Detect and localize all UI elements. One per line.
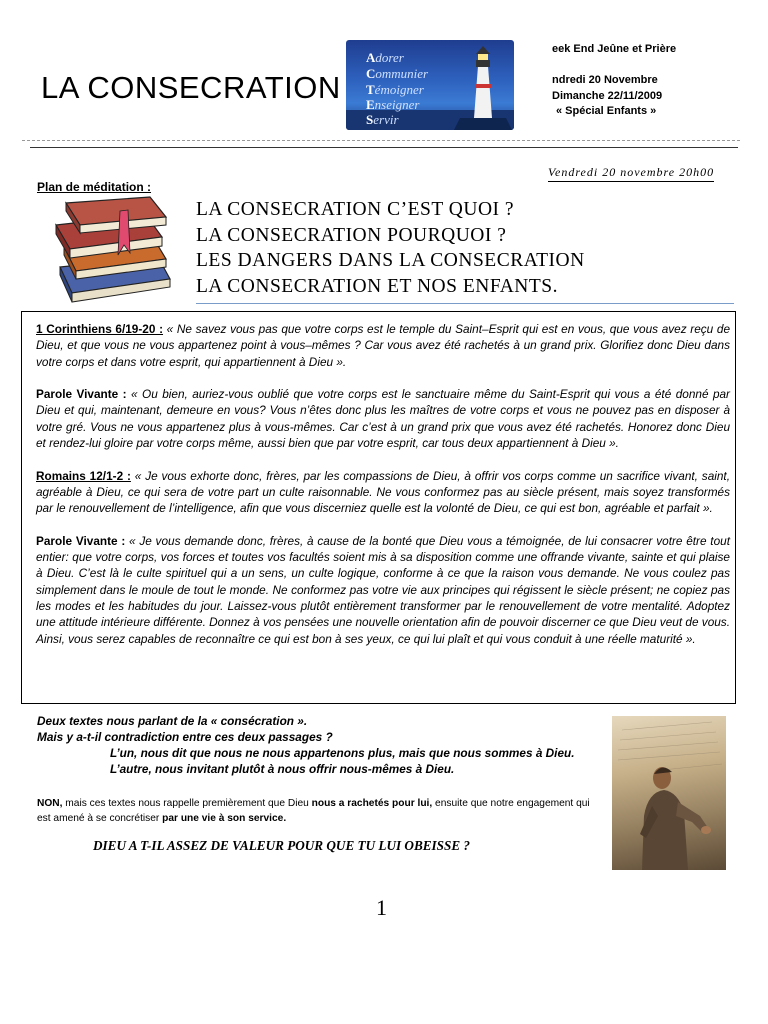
- logo-word-enseigner: Enseigner: [366, 97, 420, 112]
- books-icon: [48, 195, 188, 307]
- page-number: 1: [376, 895, 387, 920]
- scripture-box: [21, 311, 736, 704]
- headline-what: LA CONSECRATION C’EST QUOI ?: [196, 199, 515, 220]
- praying-man-image: [612, 716, 726, 870]
- headline-dangers: LES DANGERS DANS LA CONSECRATION: [196, 250, 585, 271]
- logo-word-communier: Communier: [366, 66, 429, 81]
- page-title: LA CONSECRATION: [41, 70, 341, 105]
- scripture-romans-pv: Parole Vivante : « Je vous demande donc, frères, à cause de la bonté que Dieu vous a témoignée, de lui consacrer votre être tout entier: que votre corps, vos forces et toutes vos facultés soient mis à sa disposition comme une offrande vivante, sainte et qui plaise à Dieu. C’est là le culte spirituel qui a un sens, un culte logique, conforme à ce que la raison vous demande. Ne vous coulez pas simplement dans le moule de tout le monde. Ne conformez pas votre vie aux principes qui régissent le siècle présent; ne copiez pas les modes et les habitudes du jour. Laissez-vous plutôt entièrement transformer par le renouvellement de votre mentalité. Adoptez une attitude intérieure différente. Donnez à vos pensées une nouvelle orientation afin de pouvoir discerner ce que Dieu veut de vous. Ainsi, vous serez capables de reconnaître ce qui est bon à ses yeux, ce qui lui plaît et qui vous conduit à une réelle maturité ».: [36, 533, 730, 646]
- header-divider: [30, 147, 738, 148]
- event-subtitle: « Spécial Enfants »: [556, 105, 657, 117]
- reflection-line: Deux textes nous parlant de la « consécration ».: [37, 714, 308, 728]
- event-info: [552, 42, 676, 120]
- closing-question: DIEU A T-IL ASSEZ DE VALEUR POUR QUE TU LUI OBEISSE ?: [93, 838, 471, 853]
- scripture-corinthians-pv: Parole Vivante : « Ou bien, auriez-vous oublié que votre corps est le sanctuaire même du Saint-Esprit qui vous a été donné par Dieu et qui, maintenant, demeure en vous? Vous n’êtes donc plus les maîtres de votre corps et vous ne pouvez pas en disposer à votre gré. Vous ne vous appartenez plus à vous-mêmes. Car c’est à un grand prix que vous avez été rachetés. Honorez donc Dieu et rendez-lui gloire par votre corps même, aussi bien que par votre esprit, car tous deux appartiennent à Dieu ».: [36, 387, 730, 451]
- reflection-line: L’autre, nous invitant plutôt à nous offrir nous-mêmes à Dieu.: [110, 762, 455, 776]
- ministry-logo: [346, 40, 514, 130]
- reflection-line: L’un, nous dit que nous ne nous appartenons plus, mais que nous sommes à Dieu.: [110, 746, 575, 760]
- headline-divider: [196, 303, 734, 304]
- headline-children: LA CONSECRATION ET NOS ENFANTS.: [196, 275, 559, 297]
- logo-word-adorer: Adorer: [366, 50, 404, 65]
- scripture-romans: Romains 12/1-2 : « Je vous exhorte donc, frères, par les compassions de Dieu, à offrir vos corps comme un sacrifice vivant, saint, agréable à Dieu, ce qui sera de votre part un culte raisonnable. Ne vous conformez pas au siècle présent, mais soyez transformés par le renouvellement de l’intelligence, afin que vous discerniez quelle est la volonté de Dieu, ce qui est bon, agréable et parfait ».: [36, 468, 730, 516]
- header-divider-dashed: [22, 140, 740, 141]
- logo-word-temoigner: Témoigner: [366, 82, 424, 97]
- event-end: Dimanche 22/11/2009: [552, 89, 663, 102]
- logo-word-servir: Servir: [366, 112, 399, 127]
- praying-man-icon: [612, 716, 726, 870]
- answer-paragraph: NON, mais ces textes nous rappelle premièrement que Dieu nous a rachetés pour lui, ensuite que notre engagement qui est amené à se concrétiser par une vie à son service.: [37, 798, 590, 824]
- meditation-plan: [196, 197, 585, 299]
- plan-label: Plan de méditation :: [37, 180, 152, 194]
- session-date: Vendredi 20 novembre 20h00: [548, 165, 714, 182]
- event-spacer: [552, 58, 676, 74]
- event-title: eek End Jeûne et Prière: [552, 43, 677, 55]
- headline-why: LA CONSECRATION POURQUOI ?: [196, 224, 507, 246]
- scripture-corinthians: 1 Corinthiens 6/19-20 : « Ne savez vous pas que votre corps est le temple du Saint–Esprit qui est en vous, que vous avez reçu de Dieu, et que vous ne vous appartenez point à vous–mêmes ? Car vous avez été rachetés à un grand prix. Glorifiez donc Dieu dans votre corps et dans votre esprit, qui appartiennent à Dieu ».: [36, 322, 731, 369]
- event-start: ndredi 20 Novembre: [552, 74, 658, 86]
- reflection-line: Mais y a-t-il contradiction entre ces deux passages ?: [37, 730, 333, 744]
- reflection: [37, 713, 575, 777]
